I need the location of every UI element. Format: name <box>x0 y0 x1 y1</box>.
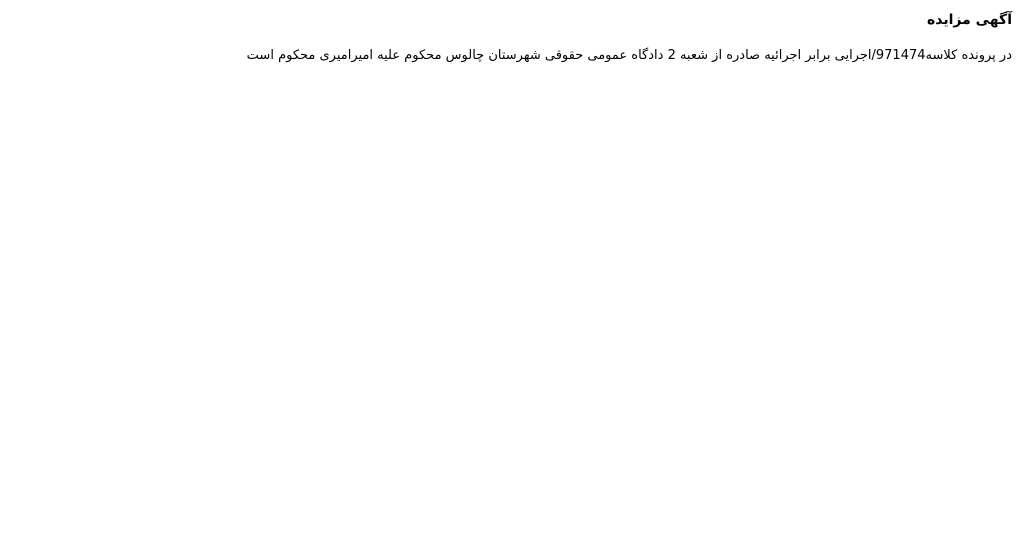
auction-notice <box>12 10 1012 66</box>
notice-title: آگهی مزایده <box>926 12 1012 28</box>
notice-intro: در پرونده کلاسه971474/اجرایی برابر اجرائیه صادره از شعبه 2 دادگاه عمومی حقوقی شهرستان چالوس محکوم علیه امیرامیری محکوم است <box>246 48 1012 63</box>
